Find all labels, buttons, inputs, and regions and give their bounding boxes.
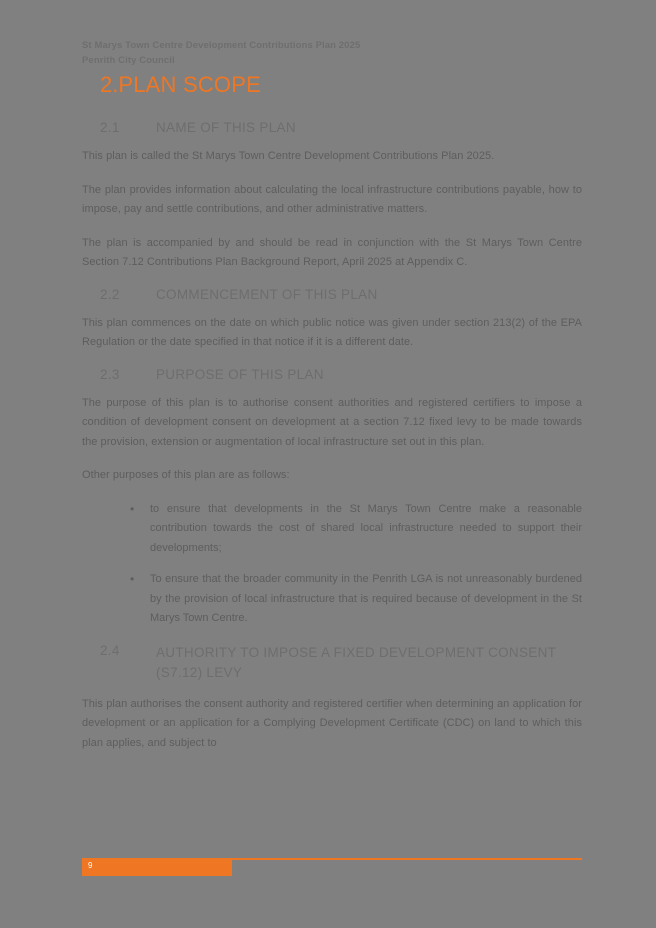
section-heading-2-3 bbox=[82, 367, 582, 382]
paragraph: This plan authorises the consent authority and registered certifier when determining an application for development or an application for a Complying Development Certificate (CDC) on land to which this plan applies, and subject to bbox=[82, 697, 582, 749]
chapter-title: PLAN SCOPE bbox=[118, 72, 261, 97]
section-title: NAME OF THIS PLAN bbox=[156, 120, 296, 135]
page-number: 9 bbox=[88, 861, 93, 870]
document-body bbox=[82, 72, 582, 767]
footer-page-block bbox=[82, 858, 232, 876]
header-document-title: St Marys Town Centre Development Contributions Plan 2025 bbox=[82, 40, 361, 51]
section-number: 2.3 bbox=[100, 366, 120, 382]
section-number: 2.1 bbox=[100, 120, 120, 135]
header-council-name: Penrith City Council bbox=[82, 55, 175, 66]
chapter-number: 2. bbox=[100, 72, 119, 97]
bullet-list bbox=[82, 500, 582, 629]
paragraph: The plan provides information about calculating the local infrastructure contributions payable, how to impose, pay and settle contributions, and other administrative matters. bbox=[82, 183, 582, 215]
section-title: COMMENCEMENT OF THIS PLAN bbox=[156, 286, 378, 302]
page-header bbox=[82, 38, 582, 68]
paragraph: The purpose of this plan is to authorise consent authorities and registered certifiers to impose a condition of development consent on development at a section 7.12 fixed levy to be made towards the provision, extension or augmentation of local infrastructure set out in this plan. bbox=[82, 396, 582, 448]
section-heading-2-2 bbox=[82, 287, 582, 302]
section-heading-2-1 bbox=[82, 120, 582, 135]
section-number: 2.4 bbox=[100, 642, 120, 658]
section-title: AUTHORITY TO IMPOSE A FIXED DEVELOPMENT CONSENT (S7.12) LEVY bbox=[156, 644, 556, 680]
section-title: PURPOSE OF THIS PLAN bbox=[156, 366, 324, 382]
paragraph: Other purposes of this plan are as follows: bbox=[82, 469, 290, 481]
section-heading-2-4 bbox=[82, 643, 582, 683]
paragraph: This plan commences on the date on which public notice was given under section 213(2) of the EPA Regulation or the date specified in that notice if it is a different date. bbox=[82, 316, 582, 348]
list-item: • To ensure that the broader community in the Penrith LGA is not unreasonably burdened by the provision of local infrastructure that is required because of development in the St Marys Town Centre. bbox=[130, 570, 582, 629]
paragraph: This plan is called the St Marys Town Centre Development Contributions Plan 2025. bbox=[82, 150, 495, 162]
list-item: • to ensure that developments in the St Marys Town Centre make a reasonable contribution towards the cost of shared local infrastructure needed to support their developments; bbox=[130, 500, 582, 559]
section-number: 2.2 bbox=[100, 286, 120, 302]
page-title bbox=[82, 72, 582, 98]
paragraph: The plan is accompanied by and should be read in conjunction with the St Marys Town Centre Section 7.12 Contributions Plan Background Report, April 2025 at Appendix C. bbox=[82, 236, 582, 268]
